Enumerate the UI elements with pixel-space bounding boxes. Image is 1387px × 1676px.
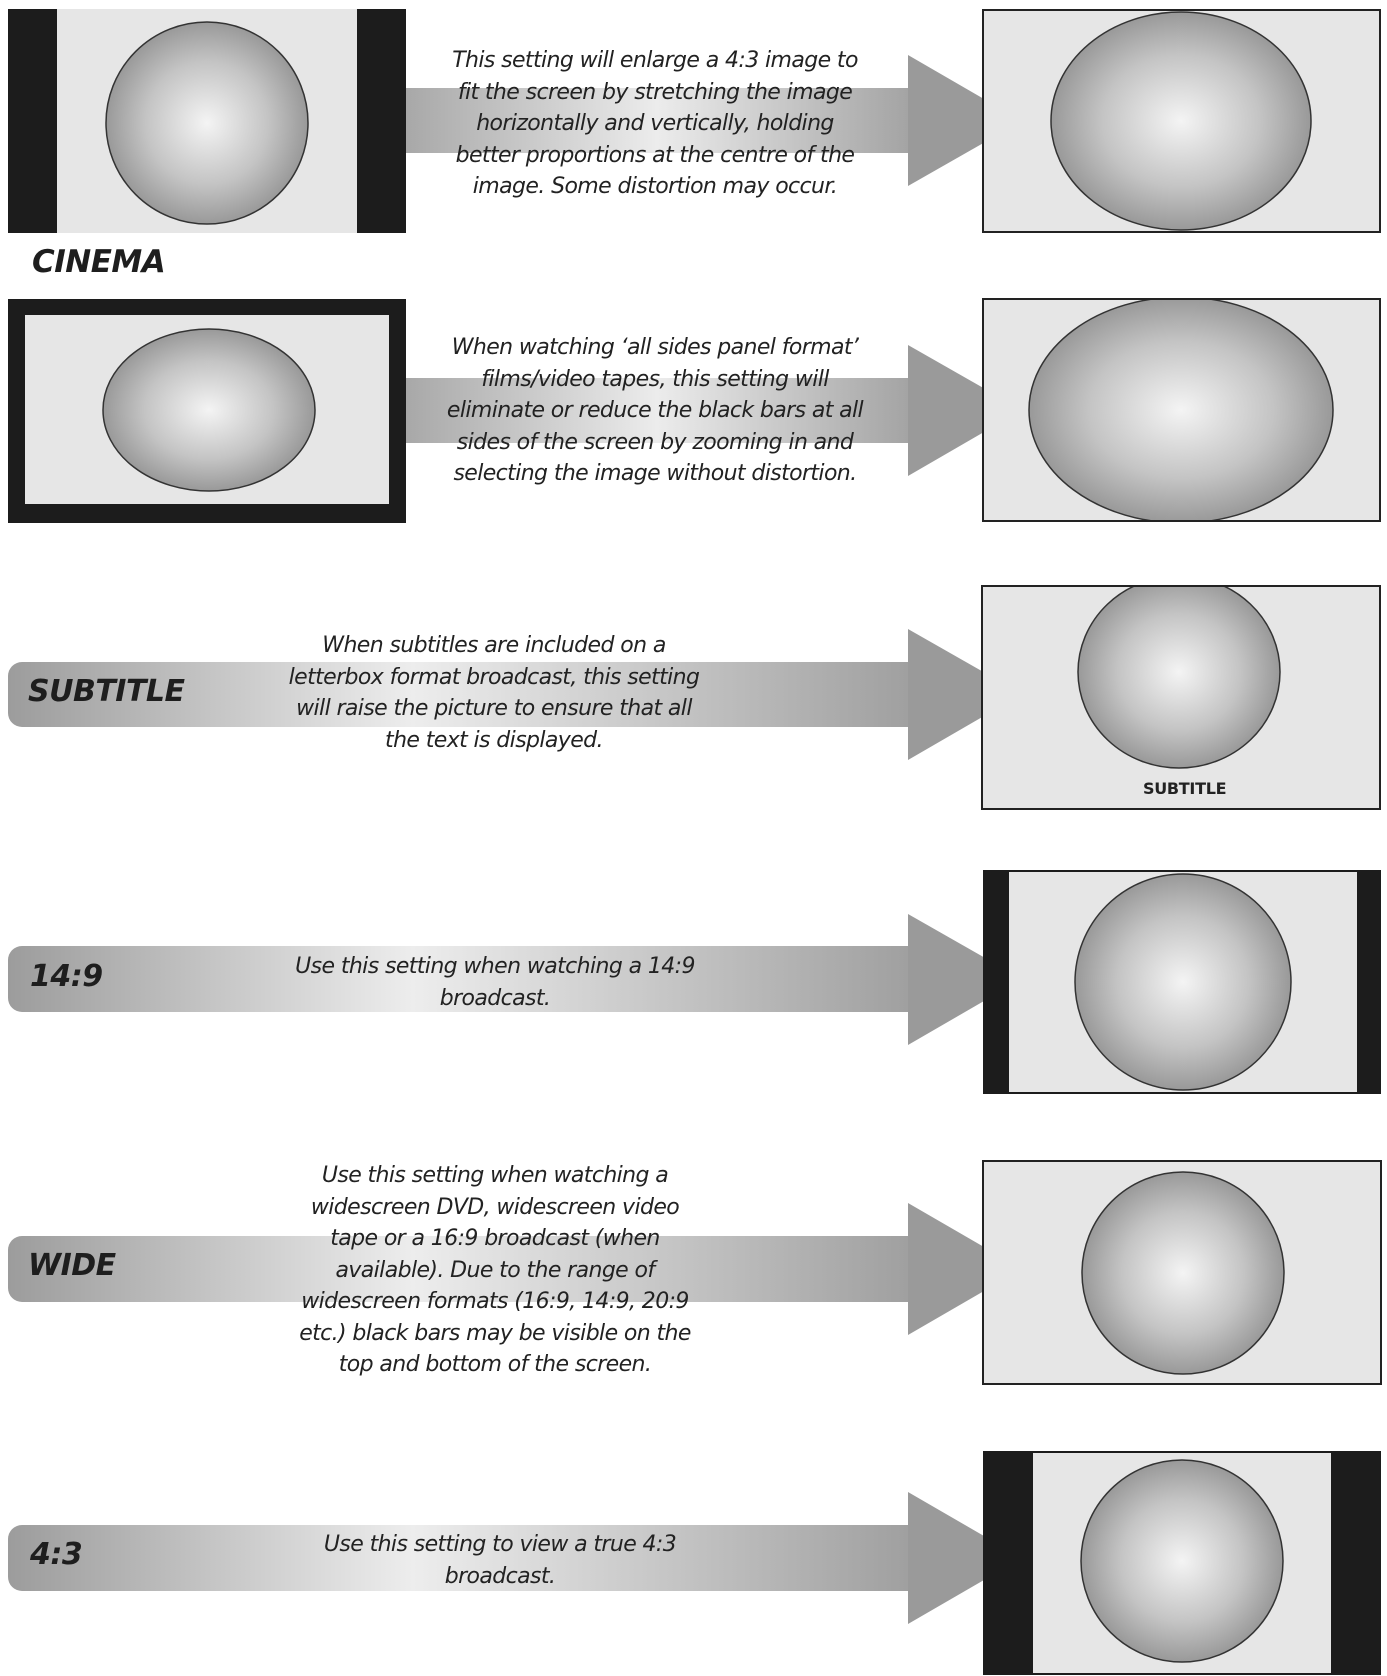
row6-description: Use this setting to view a true 4:3 broadcast.: [323, 1532, 677, 1589]
row5-result-screen: [983, 1161, 1381, 1384]
wide-label: WIDE: [28, 1248, 116, 1283]
row3-result-screen: [982, 576, 1380, 809]
row1-result-screen: [983, 10, 1380, 232]
row4-result-screen: [983, 870, 1381, 1094]
4-3-label: 4:3: [30, 1537, 83, 1572]
row6-result-ball: [1081, 1460, 1283, 1662]
subtitle-label: SUBTITLE: [28, 674, 185, 709]
row5-description: Use this setting when watching a widescreen DVD, widescreen video tape or a 16:9 broadcast (when available). Due to the range of widescreen formats (16:9, 14:9, 20:9 etc.) black bars may be visible on the top and bottom of the screen.: [299, 1163, 691, 1377]
row2-description: When watching ‘all sides panel format’ films/video tapes, this setting will eliminate or reduce the black bars at all sides of the screen by zooming in and selecting the image without distortion.: [446, 335, 864, 486]
cinema-label: CINEMA: [32, 244, 166, 280]
row2-source-ball: [103, 329, 315, 491]
row3-result-ball: [1078, 576, 1280, 768]
row1-result-ball: [1051, 12, 1311, 230]
row5-result-ball: [1082, 1172, 1284, 1374]
row1-description: This setting will enlarge a 4:3 image to fit the screen by stretching the image horizontally and vertically, holding better proportions at the centre of the image. Some distortion may occur.: [452, 48, 858, 199]
row6-result-screen: [983, 1451, 1381, 1675]
row1-source-screen: [8, 9, 406, 233]
row2-source-screen: [8, 299, 406, 523]
row2-result-ball: [1029, 297, 1333, 523]
row3-screen-caption: SUBTITLE: [1143, 779, 1227, 798]
row4-description: Use this setting when watching a 14:9 broadcast.: [295, 954, 695, 1011]
row1-source-ball: [106, 22, 308, 224]
row3-description: When subtitles are included on a letterbox format broadcast, this setting will raise the picture to ensure that all the text is displayed.: [288, 633, 700, 753]
14-9-label: 14:9: [30, 959, 103, 994]
row2-result-screen: [983, 297, 1380, 523]
row4-result-ball: [1075, 874, 1291, 1090]
